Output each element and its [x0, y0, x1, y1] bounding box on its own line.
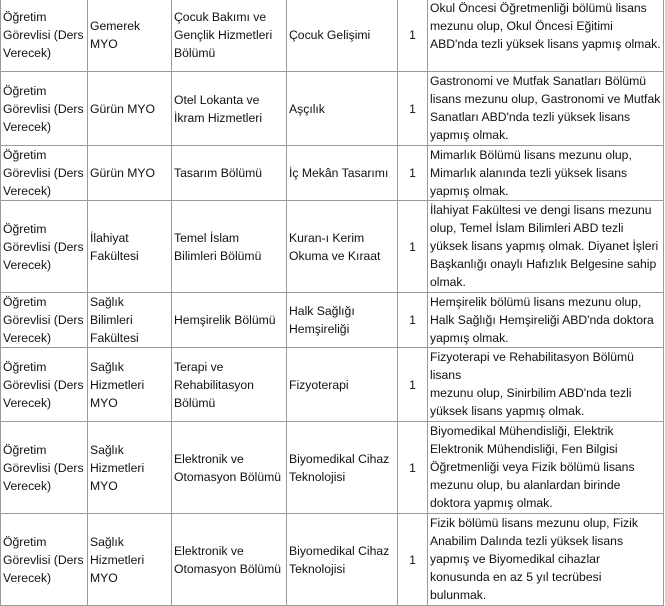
requirement-cell: Fizik bölümü lisans mezunu olup, Fizik Anabilim Dalında tezli yüksek lisans yapmış ve Biyomedikal cihazlar konusunda en az 5 yıl tecrübesi bulunmak.	[428, 514, 664, 606]
count-cell: 1	[398, 146, 428, 201]
unit-cell: Sağlık Hizmetleri MYO	[88, 514, 172, 606]
department-cell: Çocuk Bakımı ve Gençlik Hizmetleri Bölümü	[172, 0, 287, 72]
department-cell: Elektronik ve Otomasyon Bölümü	[172, 514, 287, 606]
program-cell: Aşçılık	[287, 72, 398, 146]
unit-cell: Sağlık Hizmetleri MYO	[88, 348, 172, 422]
program-cell: Biyomedikal Cihaz Teknolojisi	[287, 514, 398, 606]
department-cell: Elektronik ve Otomasyon Bölümü	[172, 422, 287, 514]
requirement-cell: Okul Öncesi Öğretmenliği bölümü lisans mezunu olup, Okul Öncesi Eğitimi ABD'nda tezli yüksek lisans yapmış olmak.	[428, 0, 664, 72]
department-cell: Otel Lokanta ve İkram Hizmetleri	[172, 72, 287, 146]
table-row	[1, 514, 664, 606]
unit-cell: Gürün MYO	[88, 72, 172, 146]
program-cell: Biyomedikal Cihaz Teknolojisi	[287, 422, 398, 514]
table-row	[1, 348, 664, 422]
table-row	[1, 201, 664, 293]
count-cell: 1	[398, 72, 428, 146]
position-cell: Öğretim Görevlisi (Ders Verecek)	[1, 146, 88, 201]
position-cell: Öğretim Görevlisi (Ders Verecek)	[1, 348, 88, 422]
position-cell: Öğretim Görevlisi (Ders Verecek)	[1, 293, 88, 348]
table-row	[1, 293, 664, 348]
count-cell: 1	[398, 348, 428, 422]
table-body	[1, 0, 664, 606]
requirement-cell: Gastronomi ve Mutfak Sanatları Bölümü lisans mezunu olup, Gastronomi ve Mutfak Sanatları ABD'nda tezli yüksek lisans yapmış olmak.	[428, 72, 664, 146]
position-cell: Öğretim Görevlisi (Ders Verecek)	[1, 0, 88, 72]
unit-cell: İlahiyat Fakültesi	[88, 201, 172, 293]
department-cell: Temel İslam Bilimleri Bölümü	[172, 201, 287, 293]
requirement-cell: Hemşirelik bölümü lisans mezunu olup, Halk Sağlığı Hemşireliği ABD'nda doktora yapmış olmak.	[428, 293, 664, 348]
count-cell: 1	[398, 293, 428, 348]
department-cell: Tasarım Bölümü	[172, 146, 287, 201]
unit-cell: Gemerek MYO	[88, 0, 172, 72]
position-cell: Öğretim Görevlisi (Ders Verecek)	[1, 72, 88, 146]
unit-cell: Gürün MYO	[88, 146, 172, 201]
requirement-cell: Fizyoterapi ve Rehabilitasyon Bölümü lisans mezunu olup, Sinirbilim ABD'nda tezli yüksek lisans yapmış olmak.	[428, 348, 664, 422]
position-cell: Öğretim Görevlisi (Ders Verecek)	[1, 201, 88, 293]
table-row	[1, 0, 664, 72]
table-row	[1, 72, 664, 146]
program-cell: Fizyoterapi	[287, 348, 398, 422]
count-cell: 1	[398, 0, 428, 72]
table-row	[1, 146, 664, 201]
position-cell: Öğretim Görevlisi (Ders Verecek)	[1, 514, 88, 606]
program-cell: Çocuk Gelişimi	[287, 0, 398, 72]
program-cell: Halk Sağlığı Hemşireliği	[287, 293, 398, 348]
count-cell: 1	[398, 201, 428, 293]
program-cell: Kuran-ı Kerim Okuma ve Kıraat	[287, 201, 398, 293]
count-cell: 1	[398, 514, 428, 606]
unit-cell: Sağlık Hizmetleri MYO	[88, 422, 172, 514]
position-cell: Öğretim Görevlisi (Ders Verecek)	[1, 422, 88, 514]
table-row	[1, 422, 664, 514]
program-cell: İç Mekân Tasarımı	[287, 146, 398, 201]
requirement-cell: Biyomedikal Mühendisliği, Elektrik Elektronik Mühendisliği, Fen Bilgisi Öğretmenliği veya Fizik bölümü lisans mezunu olup, bu alanlardan birinde doktora yapmış olmak.	[428, 422, 664, 514]
unit-cell: Sağlık Bilimleri Fakültesi	[88, 293, 172, 348]
count-cell: 1	[398, 422, 428, 514]
department-cell: Terapi ve Rehabilitasyon Bölümü	[172, 348, 287, 422]
requirement-cell: İlahiyat Fakültesi ve dengi lisans mezunu olup, Temel İslam Bilimleri ABD tezli yüksek lisans yapmış olmak. Diyanet İşleri Başkanlığı onaylı Hafızlık Belgesine sahip olmak.	[428, 201, 664, 293]
department-cell: Hemşirelik Bölümü	[172, 293, 287, 348]
requirement-cell: Mimarlık Bölümü lisans mezunu olup, Mimarlık alanında tezli yüksek lisans yapmış olmak.	[428, 146, 664, 201]
